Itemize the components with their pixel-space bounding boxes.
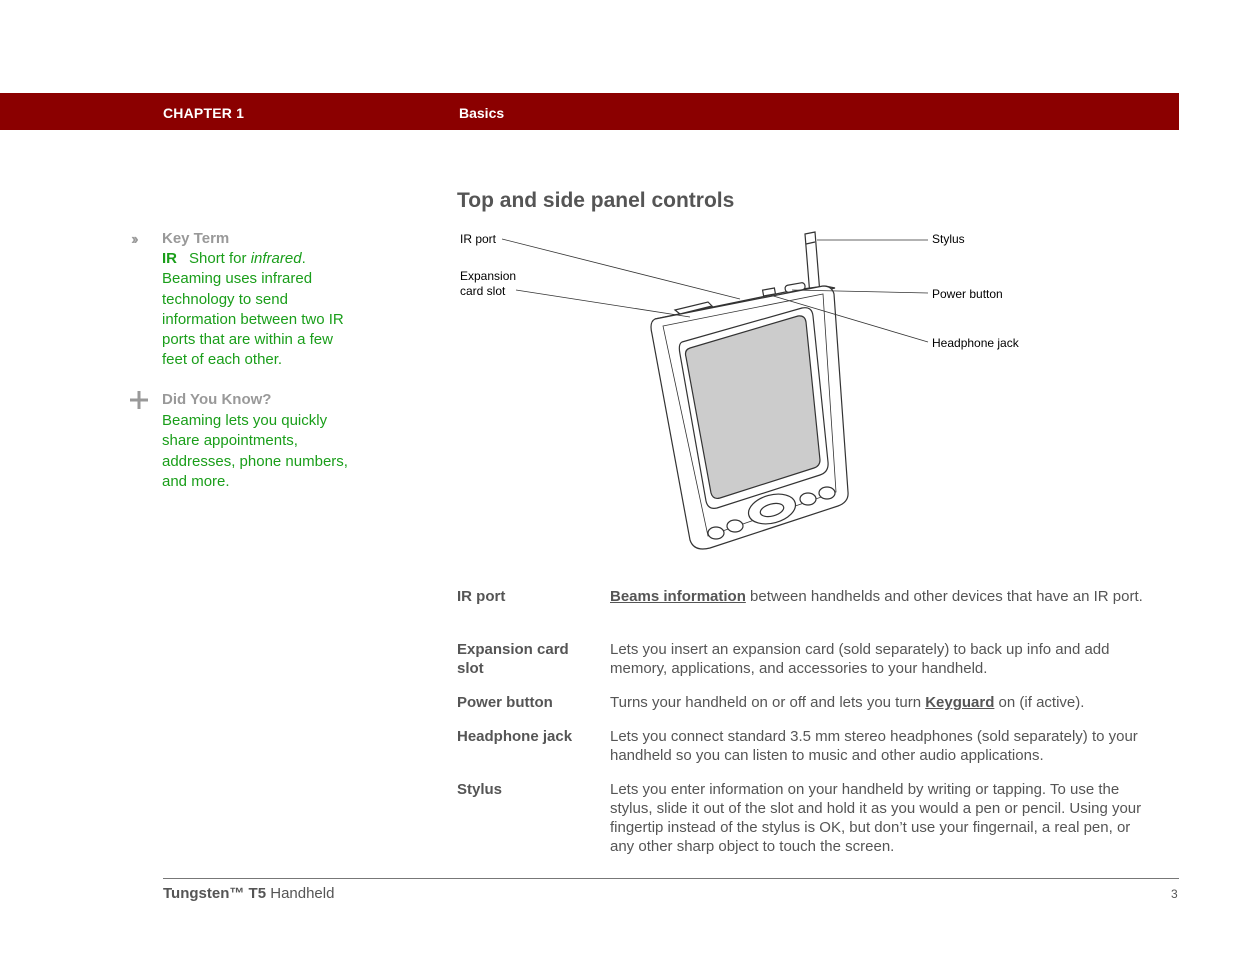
key-term-word: IR	[162, 250, 177, 267]
desc-power-button	[610, 693, 1155, 712]
key-term-body	[162, 249, 352, 371]
did-you-know-heading: Did You Know?	[162, 391, 272, 408]
desc-stylus: Lets you enter information on your handheld by writing or tapping. To use the stylus, slide it out of the slot and hold it as you would a pen or pencil. Using your fingertip instead of the stylus is OK, but don’t use your fingernail, a real pen, or any other sharp object to touch the screen.	[610, 781, 1142, 855]
callout-ir-port: IR port	[460, 232, 497, 246]
desc-ir-port	[610, 587, 1155, 606]
desc-expansion-card-slot: Lets you insert an expansion card (sold separately) to back up info and add memory, applications, and accessories to your handheld.	[610, 641, 1110, 677]
callout-headphone-jack: Headphone jack	[932, 336, 1019, 350]
did-you-know-body: Beaming lets you quickly share appointments, addresses, phone numbers, and more.	[162, 412, 348, 490]
page-title: Top and side panel controls	[457, 189, 735, 212]
term-stylus: Stylus	[457, 781, 503, 798]
chapter-label: CHAPTER 1	[163, 105, 245, 121]
footer-divider	[163, 878, 1179, 879]
keyguard-link[interactable]: Keyguard	[925, 694, 995, 711]
beams-information-link[interactable]: Beams information	[610, 588, 746, 605]
key-term-heading: Key Term	[162, 230, 230, 247]
key-term-italic: infrared	[250, 250, 302, 267]
desc-ir-port-text: between handhelds and other devices that have an IR port.	[745, 588, 1143, 605]
term-expansion-card-slot: Expansion card slot	[457, 641, 569, 677]
callout-power-button: Power button	[932, 287, 1003, 301]
desc-power-text-before: Turns your handheld on or off and lets you turn	[610, 694, 926, 711]
plus-icon	[130, 391, 148, 409]
term-power-button: Power button	[457, 694, 553, 711]
key-term-text-after: . Beaming uses infrared technology to send information between two IR ports that are within a few feet of each other.	[162, 250, 344, 369]
handheld-diagram	[440, 222, 1040, 557]
double-chevron-icon: ››	[131, 231, 136, 248]
key-term-text-before: Short for	[189, 250, 251, 267]
page-number: 3	[1171, 887, 1178, 901]
desc-headphone-jack: Lets you connect standard 3.5 mm stereo headphones (sold separately) to your handheld so you can listen to music and other audio applications.	[610, 728, 1138, 764]
term-ir-port: IR port	[457, 588, 506, 605]
footer-product-bold: Tungsten™ T5	[163, 885, 267, 902]
desc-power-text-after: on (if active).	[994, 694, 1085, 711]
callout-stylus: Stylus	[932, 232, 965, 246]
term-headphone-jack: Headphone jack	[457, 728, 573, 745]
callout-expansion-line1: Expansion	[460, 269, 517, 283]
footer-product-rest: Handheld	[266, 885, 335, 902]
handheld-illustration	[651, 232, 848, 549]
footer-product-title	[163, 885, 334, 902]
section-label: Basics	[459, 105, 505, 121]
callout-expansion-line2: card slot	[460, 284, 506, 298]
